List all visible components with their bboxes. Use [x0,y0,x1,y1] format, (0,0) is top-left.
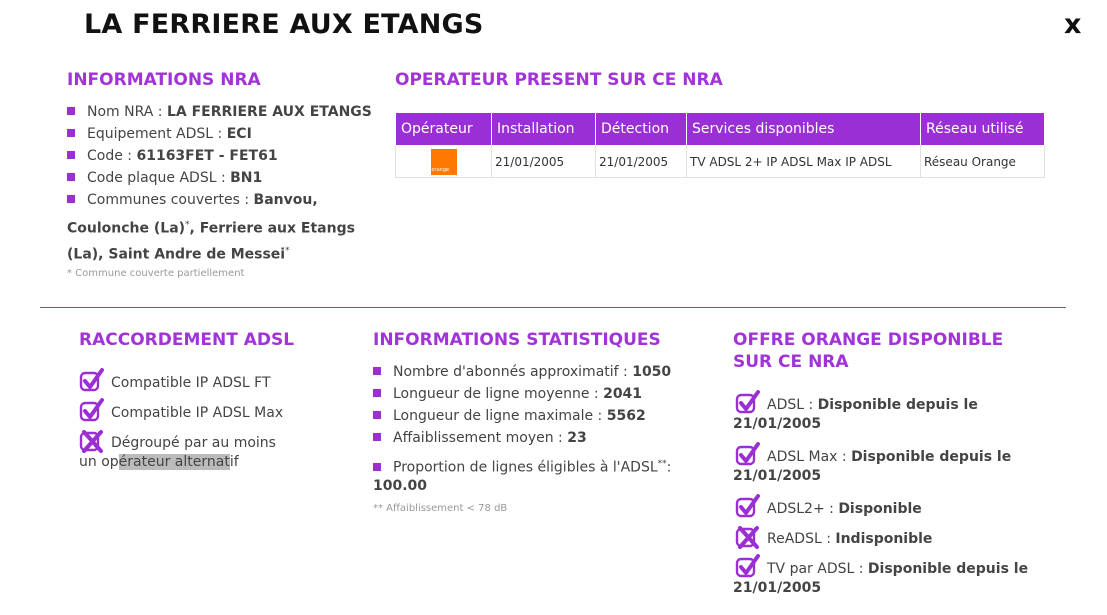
page-title: LA FERRIERE AUX ETANGS [84,9,484,40]
bullet-icon [67,173,75,181]
stats-maximale-value: 5562 [606,408,646,424]
offre-adsl-date-line [733,413,821,435]
cell-installation: 21/01/2005 [492,146,596,178]
stats-maximale-item [373,407,646,425]
bullet-icon [373,433,381,441]
col-operateur: Opérateur [396,113,492,146]
nra-communes-label: Communes couvertes : [87,192,254,208]
raccordement-item-max [79,398,283,424]
table-row [396,146,1045,178]
cell-reseau: Réseau Orange [921,146,1045,178]
offre-adsl2-label: ADSL2+ : [767,501,839,517]
nra-communes-line1: Banvou, [253,192,318,208]
offre-adsl2 [735,494,922,520]
col-installation: Installation [492,113,596,146]
nra-name-value: LA FERRIERE AUX ETANGS [166,104,372,120]
check-icon [79,398,105,424]
commune-coulonche: Coulonche (La) [67,220,186,237]
stats-moyenne-value: 2041 [603,386,643,402]
nra-code-value: 61163FET - FET61 [136,148,278,164]
nra-name-label: Nom NRA : [87,104,167,120]
bullet-icon [67,107,75,115]
offre-adsl-label: ADSL : [767,397,818,413]
raccordement-item-ft-label: Compatible IP ADSL FT [111,375,271,391]
operator-table-header [396,113,1045,146]
nra-equipment-item [67,125,252,143]
operator-heading: OPERATEUR PRESENT SUR CE NRA [395,70,723,90]
raccordement-heading: RACCORDEMENT ADSL [79,330,295,350]
degroupe-text-c: if [229,454,239,470]
communes-footnote: * Commune couverte partiellement [67,268,245,279]
col-detection: Détection [596,113,687,146]
nra-communes-item [67,191,318,209]
bullet-icon [373,389,381,397]
offre-adslmax-date-line [733,465,821,487]
cross-icon [735,524,761,550]
stats-proportion-value: 100.00 [373,478,428,494]
col-reseau: Réseau utilisé [921,113,1045,146]
commune-ferriere: , Ferriere aux Etangs [189,220,355,237]
check-icon [735,494,761,520]
stats-proportion-colon: : [666,459,672,476]
offre-heading-line1: OFFRE ORANGE DISPONIBLE [733,330,1004,350]
stats-moyenne-label: Longueur de ligne moyenne : [393,386,604,402]
stats-proportion-star: ** [657,459,667,469]
section-divider [40,307,1066,308]
offre-adsl2-value: Disponible [838,501,922,517]
orange-logo-text: orange [431,166,450,173]
offre-adslmax-label: ADSL Max : [767,449,852,465]
cell-operateur [396,146,492,178]
nra-communes-line3 [67,242,290,264]
bullet-icon [373,411,381,419]
bullet-icon [67,151,75,159]
cell-services: TV ADSL 2+ IP ADSL Max IP ADSL [687,146,921,178]
nra-code-label: Code : [87,148,137,164]
stats-proportion-item [373,455,671,477]
stats-footnote: ** Affaiblissement < 78 dB [373,503,508,514]
nra-plaque-value: BN1 [230,170,263,186]
offre-tv-date-line [733,577,821,599]
check-icon [79,368,105,394]
raccordement-item-degroupe-label: Dégroupé par au moins [111,435,276,451]
stats-abonnes-item [373,363,671,381]
nra-equipment-label: Equipement ADSL : [87,126,227,142]
stats-abonnes-label: Nombre d'abonnés approximatif : [393,364,633,380]
nra-plaque-item [67,169,262,187]
bullet-icon [67,129,75,137]
offre-tv-label: TV par ADSL : [767,561,868,577]
stats-maximale-label: Longueur de ligne maximale : [393,408,607,424]
offre-adsl-date: 21/01/2005 [733,416,822,432]
nra-name-item [67,103,372,121]
offre-readsl-label: ReADSL : [767,531,836,547]
info-nra-heading: INFORMATIONS NRA [67,70,261,90]
raccordement-item-ft [79,368,271,394]
offre-readsl [735,524,932,550]
offre-heading-line2: SUR CE NRA [733,352,849,372]
offre-tv-date: 21/01/2005 [733,580,822,596]
stats-affaiblissement-item [373,429,587,447]
partial-star: * [285,246,290,256]
close-icon[interactable]: x [1064,9,1082,40]
offre-readsl-value: Indisponible [835,531,933,547]
stats-heading: INFORMATIONS STATISTIQUES [373,330,661,350]
stats-abonnes-value: 1050 [632,364,672,380]
raccordement-item-degroupe-line2 [79,451,239,473]
commune-saint-andre: (La), Saint Andre de Messei [67,246,286,263]
offre-adslmax-date: 21/01/2005 [733,468,822,484]
operator-table [395,112,1045,178]
offre-adsl-value: Disponible depuis le [817,397,978,413]
degroupe-text-a: un op [79,454,119,470]
nra-communes-line2 [67,216,355,238]
nra-code-item [67,147,278,165]
cell-detection: 21/01/2005 [596,146,687,178]
partial-star: * [185,220,190,230]
stats-moyenne-item [373,385,642,403]
stats-affaiblissement-label: Affaiblissement moyen : [393,430,568,446]
bullet-icon [67,195,75,203]
nra-equipment-value: ECI [226,126,252,142]
stats-proportion-value-line [373,477,427,495]
offre-tv-value: Disponible depuis le [867,561,1029,577]
raccordement-item-max-label: Compatible IP ADSL Max [111,405,284,421]
bullet-icon [373,463,381,471]
offre-adslmax-value: Disponible depuis le [851,449,1012,465]
degroupe-text-selected: érateur alternat [118,454,230,470]
orange-logo [431,149,457,175]
stats-proportion-label: Proportion de lignes éligibles à l'ADSL [393,459,658,476]
stats-affaiblissement-value: 23 [567,430,587,446]
nra-plaque-label: Code plaque ADSL : [87,170,231,186]
bullet-icon [373,367,381,375]
col-services: Services disponibles [687,113,921,146]
